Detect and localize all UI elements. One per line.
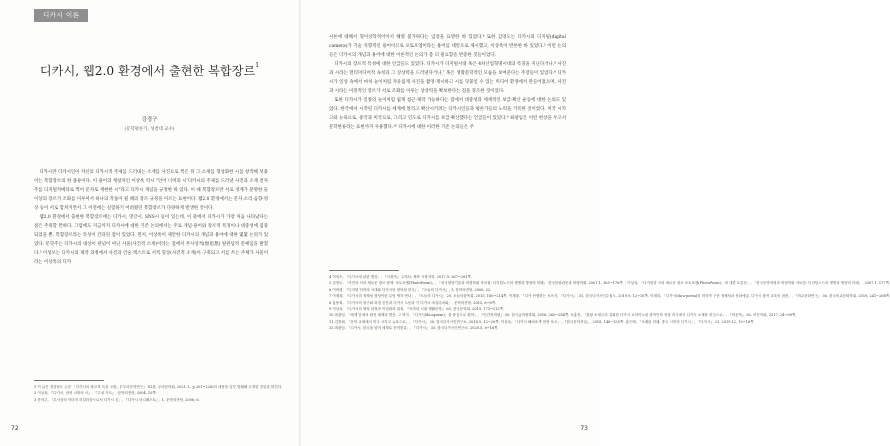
section-label: 디카시 이론 xyxy=(34,9,88,22)
page-number: 73 xyxy=(580,425,588,432)
paragraph: 시론에 대해서 형이상학적이어서 해명 불가하다는 입장을 표명한 바 있었다.⁴ 또한 김영도는 디카시의 디지털(digital camera)가 기술 지향적인 용어이므로 포토포엠이라는 용어를 대안으로 제시했고, 이상옥이 반론한 바 있었다.⁵ 이런 논의들은 디카시의 개념과 용어에 대한 이론적인 논의가 좀 더 필요함을 반증한 것들이었다. xyxy=(329,35,566,59)
right-footnotes xyxy=(329,274,890,332)
left-body-text xyxy=(34,168,268,268)
footnote-divider xyxy=(34,380,104,381)
title-footnote-mark: 1 xyxy=(255,62,260,69)
page-number: 72 xyxy=(11,425,19,432)
footnote: 12 최광임, 「디카시, 한국을 넘어 세계로 문학한류」, 『디카시』 33, 한국디카시인연구소, 2020.5, 8~16쪽. xyxy=(329,326,499,331)
author-name: 강경구 xyxy=(141,117,158,123)
footnote: 6 이어령, 『디지털 언어의 시대와 디카시의 창학성 한국』, 『오늘의 디카시』, 1, 문학의전당, 2006, 22. xyxy=(329,287,492,292)
footnote: 3 문학주, 「무사상의 이미지 리얼리즘으로서 디카시 론」, 『디카시 마니페스토』, 1, 문학의전당, 2006, 6. xyxy=(34,397,200,402)
footnote: 2 이상옥, 『디카시, 언어 너머의 시』, 『고성 가도』, 문학의전당, 2004, 10쪽. xyxy=(34,391,157,396)
left-footnotes xyxy=(34,384,283,403)
right-body-text xyxy=(329,33,566,133)
left-page xyxy=(0,0,299,446)
paragraph: 또한 디카시가 일종의 놀이처럼 쉽게 접근·제작 가능하다는 점에서 대중성과 세계적인 보급·확산 운동에 대한 논의도 있었다. 한국에서 시작된 디카시를 세계에 알리고 확산시키려는 디카시인들과 평론가들의 노력을 기록한 것이었다. 미국 시카고와 뉴욕으로, 중국과 미국으로, 그리고 인도로 디카시를 보급·확산했다는 언급들이 있었다.⁹ 최광임은 이런 현상을 두고서 문학한류라는 표현까지 사용했다.¹⁰ 디카시에 대한 이러한 기존 논의들은 주 xyxy=(329,98,566,131)
article-title-text: 디카시, 웹2.0 환경에서 출현한 복합장르 xyxy=(39,64,256,78)
footnote-divider xyxy=(329,270,399,271)
footnote: 7 이재복, 「디카시의 정체성 형성이란 무엇 생각 만다」, 『오늘의 디카시』 20, 오늘마을목회, 2015, 180~214쪽. 이재복, 「디카 선생하는 시쓰기, 『디카시』, 31, 한국디카시인수집도, 2019.9, 12~18쪽. 이재복, 「디카시(dica-poem)의 미학적 구현 정체성과 문화예술, 디카시 창작 교육의 점변」, 『비교문화연구』 36, 한국비교문화학회, 2019, 241~268쪽. xyxy=(329,294,890,299)
footnote: 11 김종회, 「문학 교재에서 미국 시카고 뉴욕으로」, 『디카시』 20, 한국디카시인연구소, 2018.9, 12~20쪽. 이상옥, 「디카시 해외소개 현장 보고」, 『한국문학저널』, 2018, 148~155쪽. 홍은택, 「오래된 미래, 중국 시안의 디카시」, 『디카시』 21, 2019.12, 10~16쪽. xyxy=(329,319,755,324)
footnote: 9 이상옥, 「디카시의 생성 과정과 이념화의 위치, 『독자의 시대 생활문학』 63, 한국문학회, 2019, 173~212쪽. xyxy=(329,307,505,312)
footnote: 4 이성모, 「디카시에 관한 명상」, 『시창작』 27(3), 제작 시장지학, 2017.9, 267~281쪽. xyxy=(329,275,472,279)
paragraph: 웹2.0 환경에서 출현한 복합장르에는 디카시, 댓글시, SNS시 등이 있는데, 이 중에서 디카시가 가장 처음 나타났다는 점은 주목할 만하다. 그럼에도 지금까지 디카시에 대한 기존 논의에서는 주로 개념·용어와 장르적 특징이나 대중성에 집중되었을 뿐, 복합장르라는 특성이 간과된 점이 있었다. 먼저, 이상옥이 제안한 디카시의 개념과 용어에 대한 몇몇 논의가 있었다. 문학주는 디카시의 대상이 관념이 아닌 사물(사건적 소재)이라는 점에서 무사상적(無思想) 탈관념적 문예임을 밝혔다.³ 이성모는 디카시의 제작 과정에서 사진과 언술 텍스트로 서적 형상(사진적 소재)이 구축되고 서를 쓰는 주체가 사물이라는 이상옥의 디카 xyxy=(34,215,268,266)
footnote: 5 김영도, 「사진과 시의 새로운 장르 탐색: 포토포엠(PhotoPoem)」, 「한국광학기술과 비평학회 자료집: 디지털노드의 생명과 방향의 미래」 한국문화관문과 비평학회, 2007.1, 165~176쪽. ; 이상옥, 「디지털과 시의 새로운 장르 포토포엠(PhotoPoem)」에 대한 토론문」, 「한국문학비평과 비평학회 자료집: 디지털노드의 생명과 방향의 미래」, 2007.1, 177쪽. xyxy=(329,281,890,286)
article-title xyxy=(0,62,299,79)
paragraph: 디카시란 디카시인이 자신의 디카시적 주제를 드러내는 소재를 사진으로 찍은 뒤 그 소재를 형상화한 시를 창작해 덧붙이는 복합장르의 한 종류이다. 이 용어의 계창자인 이상옥 역시 "언어 너머의 시'디카시의 주제를 드러낸 사진과 소재 전자 주를 디지털카메라로 찍어 문자로 재현한 시"라고 디카시 개념을 규정한 바 있다. 이 때 복합장르란 서로 경계가 분명한 둘 이상의 장르가 조화를 이루어서 하나의 작품이 될 때의 장르 규정을 이르는 표현이다. 웹2.0 환경에서는 문자·소리·음향·영상 등이 서로 합쳐지면서 그 이전에는 실험하기 어려웠던 복합장르가 다양하게 발생한 것이다. xyxy=(34,170,268,212)
right-page xyxy=(301,0,890,446)
paragraph: 디카시의 장르적 특성에 대한 언급들도 있었다. 디카시가 디지털시대 혹은 4차산업혁명시대의 특징을 지닌다거나,⁶ 사진과 시라는 멀티미디어적 속성과 그 상상력을 드러낸다거나,⁷ 혹은 생활문학적인 모습을 보여준다는 주장들이 있었다.⁸ 디카시가 일상 속에서 마치 놀이처럼 자유롭게 사진을 촬영·게시하고 시를 덧붙일 수 있는 미디어 환경에서 만들어졌으며, 사진과 시라는 이질적인 장르가 서로 조화를 이루는 상상력을 확보한다는 점을 강조한 것이었다. xyxy=(329,62,566,95)
author-affiliation: (문학평론가, 성결대 교수) xyxy=(124,127,175,132)
footnote: 8 홍용희, 「디카시의 창구와 과정 공간과 디카시 노동과 기 디카시 마일리치와」, 문학의전당, 2015, 6~8쪽. xyxy=(329,300,497,305)
footnote: 10 최광임, 「세계 앞에서 원천 세계의 발신, 그 역사, 「디카시(dicapoem)」를 중심으로 원어」, 『인간과비평』 50, 한국글비평학회, 2016, 265~284쪽. 오홍진, 「관광 소재주의 설회한 디카시 코리아노를 창작인학 현장 미국에서 디카시 소재를 중심으로」, 『어문학』 82, 어문학회, 2017, 24~58쪽. xyxy=(329,313,797,318)
footnote: 1 이 글은 경상남도 논문 「디카시의 장르적 특성 고찰」(『우리문학연구』 81집, 우리문학회, 2021.1., p.201~226)의 내용을 일부 발췌해 수정한 것임을 밝힌다. xyxy=(34,385,283,389)
